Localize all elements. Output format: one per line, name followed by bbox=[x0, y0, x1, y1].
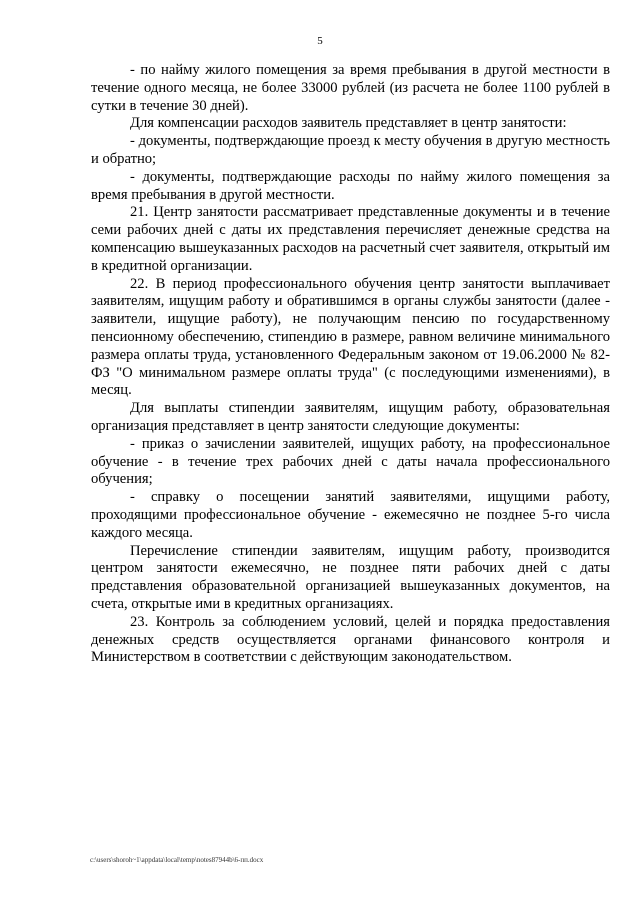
paragraph-rent-documents: - документы, подтверждающие расходы по найму жилого помещения за время пребывания в другой местности. bbox=[91, 168, 610, 203]
paragraph-stipend-transfer: Перечисление стипендии заявителям, ищущим работу, производится центром занятости ежемесячно, не позднее пяти рабочих дней с даты представления образовательной организацией вышеуказанных документов, на счета, открытые ими в кредитных организациях. bbox=[91, 542, 610, 612]
paragraph-rent-compensation: - по найму жилого помещения за время пребывания в другой местности в течение одного месяца, не более 33000 рублей (из расчета не более 1100 рублей в сутки в течение 30 дней). bbox=[91, 62, 610, 114]
paragraph-attendance-certificate: - справку о посещении занятий заявителями, ищущими работу, проходящими профессиональное обучение - ежемесячно не позднее 5-го числа каждого месяца. bbox=[91, 489, 610, 541]
paragraph-clause-21: 21. Центр занятости рассматривает представленные документы и в течение семи рабочих дней с даты их представления перечисляет денежные средства на компенсацию вышеуказанных расходов на расчетный счет заявителя, открытый им в кредитной организации. bbox=[91, 204, 610, 274]
footer-file-path: c:\users\shoroh~1\appdata\local\temp\notes87944b\6-пп.docx bbox=[90, 856, 264, 864]
document-body bbox=[91, 62, 610, 667]
paragraph-compensation-documents-intro: Для компенсации расходов заявитель представляет в центр занятости: bbox=[130, 115, 567, 132]
paragraph-clause-23: 23. Контроль за соблюдением условий, целей и порядка предоставления денежных средств осуществляется органами финансового контроля и Министерством в соответствии с действующим законодательством. bbox=[91, 613, 610, 666]
paragraph-stipend-documents-intro: Для выплаты стипендии заявителям, ищущим работу, образовательная организация представляет в центр занятости следующие документы: bbox=[91, 400, 610, 434]
page-number: 5 bbox=[317, 35, 323, 47]
paragraph-enrollment-order: - приказ о зачислении заявителей, ищущих работу, на профессиональное обучение - в течение трех рабочих дней с даты начала профессионального обучения; bbox=[91, 435, 610, 488]
paragraph-travel-documents: - документы, подтверждающие проезд к месту обучения в другую местность и обратно; bbox=[91, 133, 610, 167]
paragraph-clause-22: 22. В период профессионального обучения центр занятости выплачивает заявителям, ищущим работу и обратившимся в органы службы занятости (далее - заявители, ищущие работу), не получающим пенсию по государственному пенсионному обеспечению, стипендию в размере, равном величине минимального размера оплаты труда, установленного Федеральным законом от 19.06.2000 № 82-ФЗ "О минимальном размере оплаты труда" (с последующими изменениями), в месяц. bbox=[91, 275, 610, 399]
